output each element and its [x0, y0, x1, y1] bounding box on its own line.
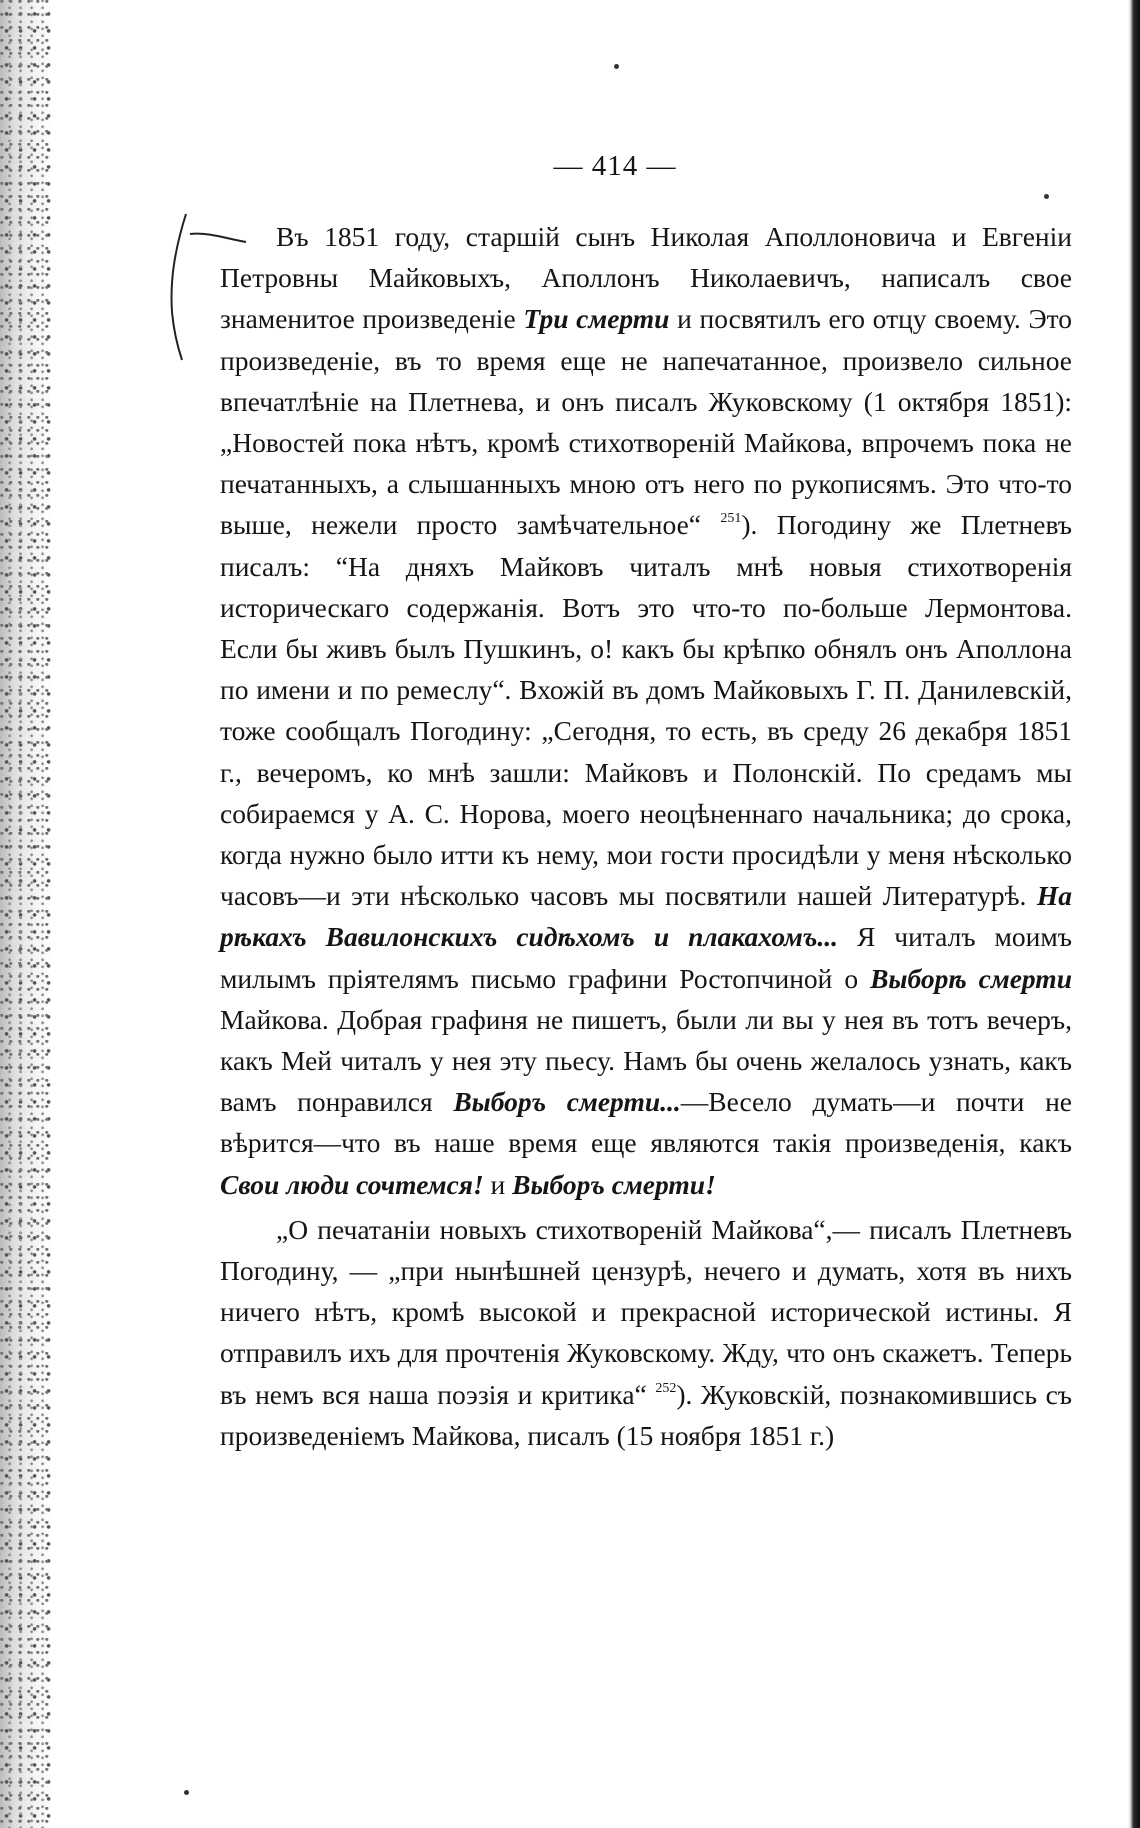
quotation-italic: На рѣкахъ Вавилонскихъ сидѣхомъ и плакахомъ... — [220, 880, 1072, 953]
scan-edge-right — [1128, 0, 1140, 1828]
text-run: Въ 1851 году, старшій сынъ Николая Аполлоновича и Евгеніи Петровны Майковыхъ, Аполлонъ Николаевичъ, написалъ свое знаменитое произведеніе — [220, 221, 1072, 335]
work-title: Выборъ смерти... — [453, 1086, 681, 1118]
scan-edge-left — [0, 0, 52, 1828]
work-title: Выборъ смерти! — [512, 1168, 716, 1200]
text-run: ). Погодину же Плетневъ писалъ: “На дняхъ Майковъ читалъ мнѣ новыя стихотворенія историческаго содержанія. Вотъ это что-то по-больше Лермонтова. Если бы живъ былъ Пушкинъ, о! какъ бы крѣпко обнялъ онъ Аполлона по имени и по ремеслу“. Вхожій въ домъ Майковыхъ Г. П. Данилевскій, тоже сообщалъ Погодину: „Сегодня, то есть, въ среду 26 декабря 1851 г., вечеромъ, ко мнѣ зашли: Майковъ и Полонскій. По средамъ мы собираемся у А. С. Норова, моего неоцѣненнаго начальника; до срока, когда нужно было итти къ нему, мои гости просидѣли у меня нѣсколько часовъ—и эти нѣсколько часовъ мы посвятили нашей Литературѣ. — [220, 509, 1072, 912]
work-title: Свои люди сочтемся! — [220, 1168, 484, 1200]
paragraph-1 — [220, 216, 1072, 1205]
work-title: Три смерти — [523, 303, 670, 335]
text-run: Я читалъ моимъ милымъ пріятелямъ письмо графини Ростопчиной о — [220, 921, 1072, 994]
footnote-ref: 251 — [720, 511, 742, 527]
text-run: и посвятилъ его отцу своему. Это произведеніе, въ то время еще не напечатанное, произвело сильное впечатлѣніе на Плетнева, и онъ писалъ Жуковскому (1 октября 1851): „Новостей пока нѣтъ, кромѣ стихотвореній Майкова, впрочемъ пока не печатанныхъ, а слышанныхъ мною отъ него по рукописямъ. Это что-то выше, нежели просто замѣчательное“ — [220, 303, 1073, 541]
text-run: и — [483, 1168, 513, 1200]
body-text — [220, 216, 1072, 1456]
scan-speck — [184, 1790, 189, 1795]
text-run: „О печатаніи новыхъ стихотвореній Майкова“,— писалъ Плетневъ Погодину, — „при нынѣшней цензурѣ, нечего и думать, хотя въ нихъ ничего нѣтъ, кромѣ высокой и прекрасной исторической истины. Я отправилъ ихъ для прочтенія Жуковскому. Жду, что онъ скажетъ. Теперь въ немъ вся наша поэзія и критика“ — [220, 1213, 1072, 1410]
text-run: ). Жуковскій, познакомившись съ произведеніемъ Майкова, писалъ (15 ноября 1851 г.) — [220, 1378, 1072, 1451]
scan-speck — [1044, 194, 1049, 199]
paragraph-2 — [220, 1209, 1072, 1456]
scan-speck — [614, 64, 619, 69]
text-run: —Весело думать—и почти не вѣрится—что въ наше время еще являются такія произведенія, какъ — [220, 1086, 1072, 1159]
text-run: Майкова. Добрая графиня не пишетъ, были ли вы у нея въ тотъ вечеръ, какъ Мей читалъ у нея эту пьесу. Намъ бы очень желалось узнать, какъ вамъ понравился — [220, 1003, 1072, 1118]
page-number: — 414 — — [553, 150, 677, 182]
work-title: Выборѣ смерти — [870, 962, 1072, 994]
footnote-ref: 252 — [655, 1380, 677, 1396]
